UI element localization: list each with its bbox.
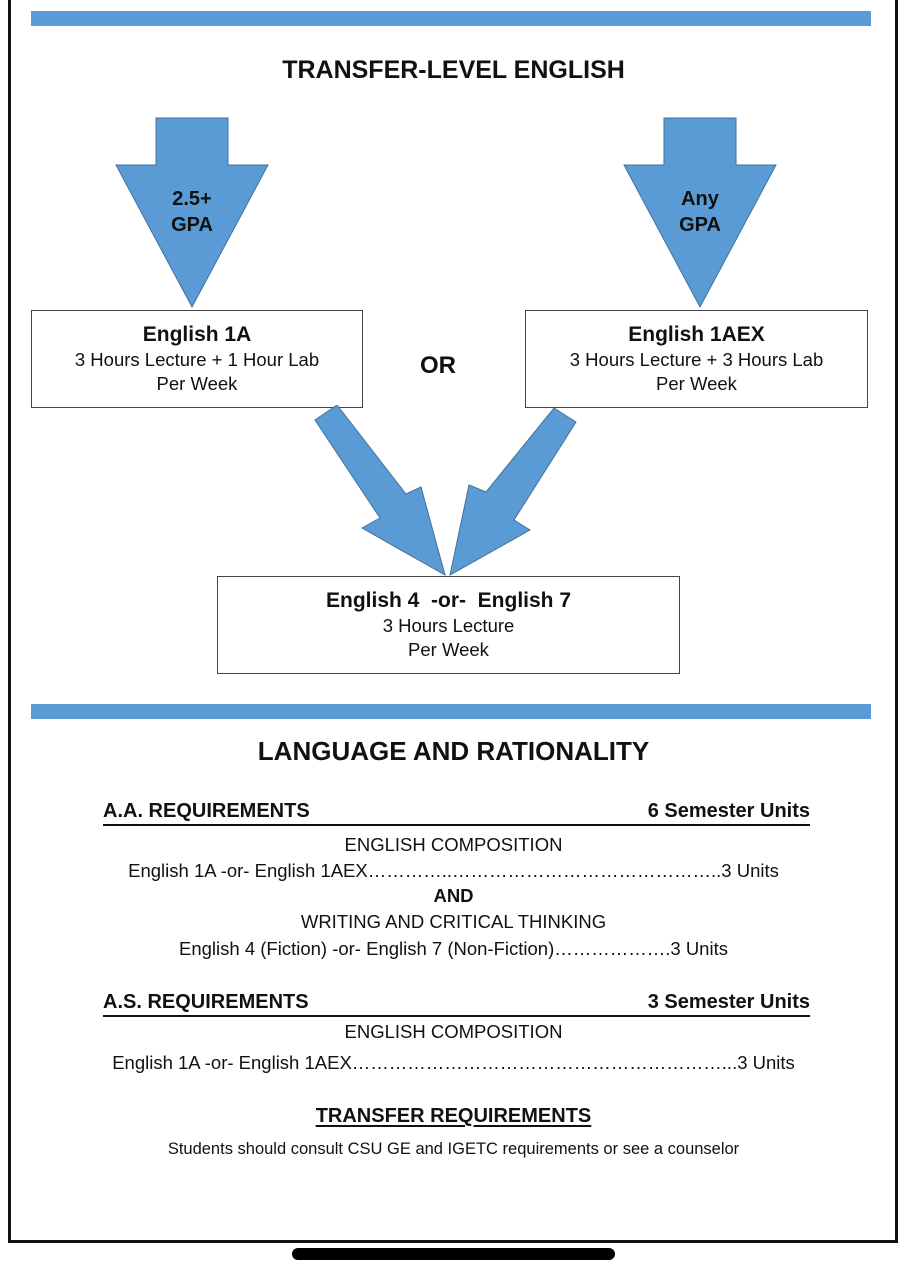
top-divider-band [31,11,871,26]
gpa-label: GPA [679,214,721,236]
page-title: TRANSFER-LEVEL ENGLISH [282,56,625,84]
course-box-english-1a [31,310,363,408]
aa-group1-title: ENGLISH COMPOSITION [344,834,563,855]
home-indicator[interactable] [292,1248,615,1260]
course-hours: 3 Hours Lecture + 3 Hours Lab [569,349,824,370]
aa-requirements-header [103,800,810,826]
as-group1-title: ENGLISH COMPOSITION [344,1021,563,1042]
aa-requirements-label: A.A. REQUIREMENTS [103,800,310,822]
section-title: LANGUAGE AND RATIONALITY [257,736,650,766]
transfer-requirements-title [0,1105,907,1128]
aa-requirements-units: 6 Semester Units [647,800,810,822]
aa-group2-title: WRITING AND CRITICAL THINKING [300,911,607,932]
course-box-english-1aex [525,310,868,408]
as-requirements-units: 3 Semester Units [647,991,810,1013]
or-connector: OR [420,352,456,379]
course-name: English 1AEX [628,323,765,346]
gpa-label: GPA [171,214,213,236]
aa-group1-item: English 1A -or- English 1AEX…………..……………………………………..3 Units [128,860,779,881]
as-requirements-label: A.S. REQUIREMENTS [103,991,309,1013]
as-group1-item: English 1A -or- English 1AEX……………………………………………………...3 Units [112,1052,795,1073]
as-requirements-header [103,991,810,1017]
course-name: English 4 -or- English 7 [325,589,572,612]
transfer-requirements-label: TRANSFER REQUIREMENTS [315,1105,592,1127]
aa-and-label: AND [433,885,474,906]
course-box-english-4-or-7 [217,576,680,674]
course-hours: 3 Hours Lecture [382,615,515,636]
course-frequency: Per Week [408,639,489,660]
transfer-requirements-note: Students should consult CSU GE and IGETC requirements or see a counselor [167,1140,740,1158]
converging-arrows-icon [300,405,600,580]
course-hours: 3 Hours Lecture + 1 Hour Lab [74,349,320,370]
course-frequency: Per Week [656,373,737,394]
course-frequency: Per Week [156,373,238,394]
gpa-threshold: 2.5+ [172,188,212,210]
left-arrow-label [142,186,242,238]
right-arrow-label [650,186,750,238]
course-name: English 1A [142,323,252,346]
middle-divider-band [31,704,871,719]
aa-group2-item: English 4 (Fiction) -or- English 7 (Non-Fiction)……………….3 Units [179,938,728,959]
gpa-threshold: Any [681,188,719,210]
